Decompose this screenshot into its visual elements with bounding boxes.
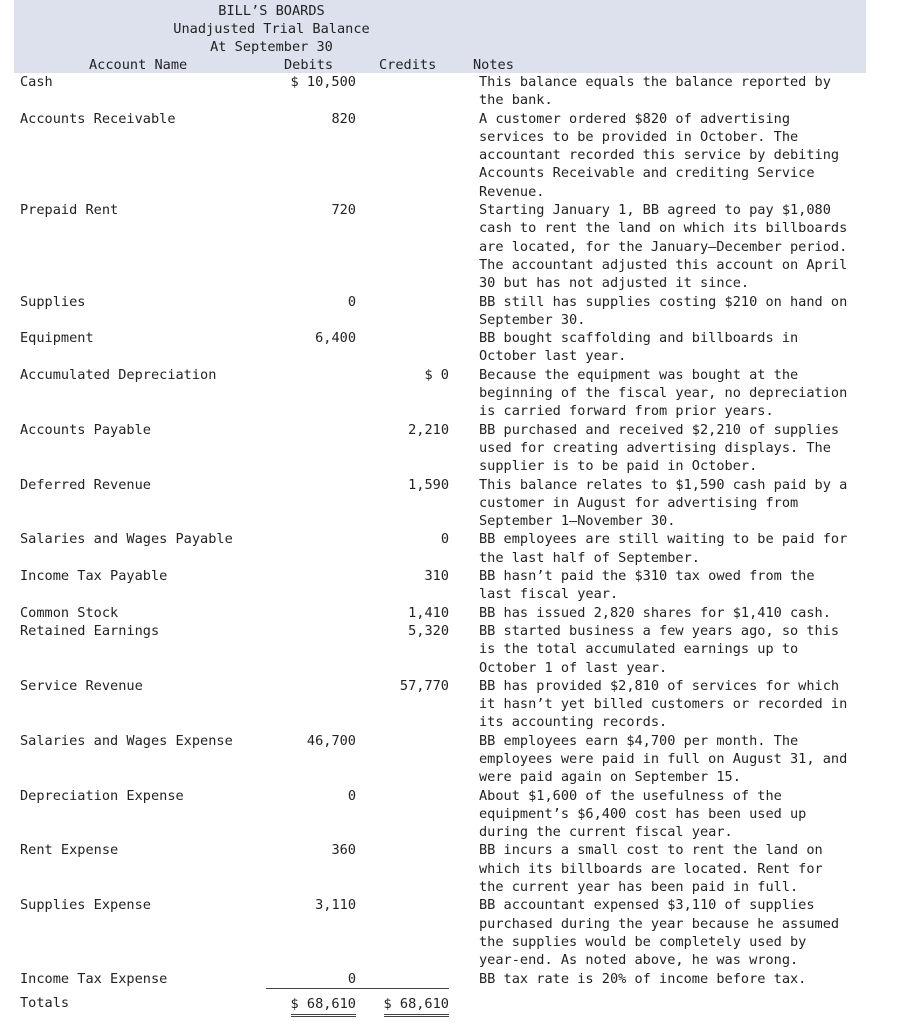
note-line: employees were paid in full on August 31, and (479, 750, 848, 767)
note-line: customer in August for advertising from (479, 494, 799, 511)
column-header-credits: Credits (379, 57, 437, 73)
note-line: Revenue. (479, 183, 545, 200)
note-line: BB still has supplies costing $210 on hand on (479, 293, 848, 310)
table-row (14, 604, 867, 622)
account-notes (449, 293, 867, 330)
note-line: cash to rent the land on which its billboards (479, 220, 848, 237)
credit-amount (356, 110, 449, 201)
note-line: Accounts Receivable and crediting Service (479, 165, 815, 182)
credit-amount (356, 787, 449, 842)
note-line: the last half of September. (479, 549, 700, 566)
trial-balance-table (14, 73, 867, 1017)
account-notes (449, 732, 867, 787)
report-header (14, 0, 866, 73)
note-line: BB accountant expensed $3,110 of supplies (479, 897, 815, 914)
table-row (14, 896, 867, 969)
account-name: Accounts Receivable (20, 110, 176, 127)
credit-amount: 310 (424, 568, 449, 585)
debit-amount (266, 421, 356, 476)
note-line: BB bought scaffolding and billboards in (479, 330, 799, 347)
debit-amount: 0 (266, 970, 356, 989)
note-line: BB employees earn $4,700 per month. The (479, 732, 799, 749)
debit-amount: 0 (347, 787, 356, 804)
note-line: which its billboards are located. Rent for (479, 860, 823, 877)
table-row (14, 677, 867, 732)
note-line: This balance equals the balance reported by (479, 74, 831, 90)
note-line: the current year has been paid in full. (479, 879, 799, 896)
note-line: September 1–November 30. (479, 513, 676, 530)
credit-amount (356, 970, 449, 989)
account-notes (449, 366, 867, 421)
credit-amount: 0 (440, 531, 449, 548)
table-row (14, 732, 867, 787)
debit-amount: 720 (331, 202, 356, 219)
debit-amount (266, 366, 356, 421)
credit-amount: 2,210 (408, 421, 449, 438)
note-line: is the total accumulated earnings up to (479, 641, 799, 658)
account-notes (449, 841, 867, 896)
note-line: Starting January 1, BB agreed to pay $1,080 (479, 202, 831, 219)
table-row (14, 476, 867, 531)
table-row (14, 970, 867, 989)
account-notes (449, 530, 867, 567)
note-line: BB purchased and received $2,210 of supplies (479, 421, 840, 438)
report-date: At September 30 (210, 39, 333, 55)
note-line: accountant recorded this service by debiting (479, 147, 840, 164)
debit-amount (266, 604, 356, 622)
table-row (14, 567, 867, 604)
column-header-debits: Debits (284, 57, 334, 73)
table-row (14, 421, 867, 476)
note-line: services to be provided in October. The (479, 128, 799, 145)
account-notes (449, 201, 867, 292)
credit-amount: 5,320 (408, 622, 449, 639)
credit-amount: $ 0 (424, 366, 449, 383)
debit-amount: 0 (347, 293, 356, 310)
table-row (14, 841, 867, 896)
account-notes (449, 622, 867, 677)
note-line: beginning of the fiscal year, no depreciation (479, 385, 848, 402)
note-line: BB has provided $2,810 of services for which (479, 677, 840, 694)
note-line: October 1 of last year. (479, 659, 668, 676)
account-name: Cash (20, 74, 53, 90)
note-line: supplier is to be paid in October. (479, 458, 758, 475)
account-notes (449, 787, 867, 842)
account-notes (449, 896, 867, 969)
credit-amount (356, 896, 449, 969)
note-line: purchased during the year because he assumed (479, 915, 840, 932)
note-line: This balance relates to $1,590 cash paid by a (479, 476, 848, 493)
credit-amount (356, 73, 449, 110)
totals-row (14, 988, 867, 1017)
note-line: The accountant adjusted this account on April (479, 256, 848, 273)
note-line: the supplies would be completely used by (479, 933, 807, 950)
note-line: BB has issued 2,820 shares for $1,410 cash. (479, 604, 831, 621)
account-notes (449, 677, 867, 732)
table-row (14, 201, 867, 292)
debit-amount (266, 622, 356, 677)
debit-amount (266, 567, 356, 604)
note-line: were paid again on September 15. (479, 769, 741, 786)
debit-amount (266, 677, 356, 732)
debit-amount: 46,700 (306, 732, 356, 749)
debit-amount: 820 (331, 110, 356, 127)
note-line: the bank. (479, 92, 553, 109)
note-line: 30 but has not adjusted it since. (479, 275, 750, 292)
table-row (14, 530, 867, 567)
note-line: BB started business a few years ago, so this (479, 622, 840, 639)
credit-amount (356, 201, 449, 292)
account-name: Equipment (20, 330, 94, 347)
table-row (14, 293, 867, 330)
account-name: Income Tax Expense (20, 970, 168, 987)
debit-amount: 6,400 (315, 330, 356, 347)
note-line: equipment’s $6,400 cost has been used up (479, 805, 807, 822)
company-name: BILL’S BOARDS (218, 3, 325, 19)
total-debits: $ 68,610 (291, 995, 356, 1017)
account-name: Accumulated Depreciation (20, 366, 217, 383)
note-line: during the current fiscal year. (479, 824, 733, 841)
note-line: its accounting records. (479, 714, 668, 731)
table-row (14, 787, 867, 842)
account-name: Accounts Payable (20, 421, 151, 438)
account-notes (449, 329, 867, 366)
note-line: last fiscal year. (479, 586, 619, 603)
note-line: is carried forward from prior years. (479, 403, 774, 420)
credit-amount (356, 732, 449, 787)
account-name: Depreciation Expense (20, 787, 184, 804)
trial-balance-sheet (14, 0, 866, 1017)
totals-label: Totals (20, 995, 70, 1012)
note-line: BB incurs a small cost to rent the land on (479, 842, 823, 859)
account-name: Retained Earnings (20, 622, 160, 639)
account-name: Deferred Revenue (20, 476, 151, 493)
note-line: are located, for the January–December period. (479, 238, 848, 255)
credit-amount (356, 293, 449, 330)
account-name: Rent Expense (20, 842, 119, 859)
note-line: BB hasn’t paid the $310 tax owed from the (479, 568, 815, 585)
account-notes (449, 604, 867, 622)
credit-amount: 57,770 (399, 677, 449, 694)
table-row (14, 73, 867, 110)
account-notes (449, 970, 867, 989)
note-line: About $1,600 of the usefulness of the (479, 787, 782, 804)
column-header-notes: Notes (473, 57, 514, 73)
account-name: Service Revenue (20, 677, 143, 694)
table-row (14, 329, 867, 366)
debit-amount: 360 (331, 842, 356, 859)
note-line: BB tax rate is 20% of income before tax. (479, 970, 807, 987)
column-header-account: Account Name (89, 57, 188, 73)
account-notes (449, 567, 867, 604)
credit-amount: 1,590 (408, 476, 449, 493)
note-line: year-end. As noted above, he was wrong. (479, 952, 799, 969)
account-notes (449, 476, 867, 531)
account-name: Salaries and Wages Payable (20, 531, 233, 548)
total-credits: $ 68,610 (384, 995, 449, 1017)
table-row (14, 110, 867, 201)
note-line: BB employees are still waiting to be paid for (479, 531, 848, 548)
debit-amount: 3,110 (315, 897, 356, 914)
account-notes (449, 73, 867, 110)
report-title: Unadjusted Trial Balance (173, 21, 370, 37)
table-row (14, 622, 867, 677)
debit-amount (266, 476, 356, 531)
credit-amount (356, 841, 449, 896)
account-name: Prepaid Rent (20, 202, 119, 219)
account-name: Common Stock (20, 604, 119, 621)
account-notes (449, 110, 867, 201)
account-notes (449, 421, 867, 476)
note-line: it hasn’t yet billed customers or recorded in (479, 696, 848, 713)
debit-amount (266, 530, 356, 567)
note-line: October last year. (479, 348, 627, 365)
account-name: Income Tax Payable (20, 568, 168, 585)
note-line: Because the equipment was bought at the (479, 366, 799, 383)
account-name: Supplies Expense (20, 897, 151, 914)
note-line: A customer ordered $820 of advertising (479, 110, 790, 127)
credit-amount: 1,410 (408, 604, 449, 621)
debit-amount: $ 10,500 (290, 74, 356, 90)
account-name: Salaries and Wages Expense (20, 732, 233, 749)
credit-amount (356, 329, 449, 366)
note-line: September 30. (479, 311, 586, 328)
note-line: used for creating advertising displays. The (479, 439, 831, 456)
account-name: Supplies (20, 293, 86, 310)
table-row (14, 366, 867, 421)
